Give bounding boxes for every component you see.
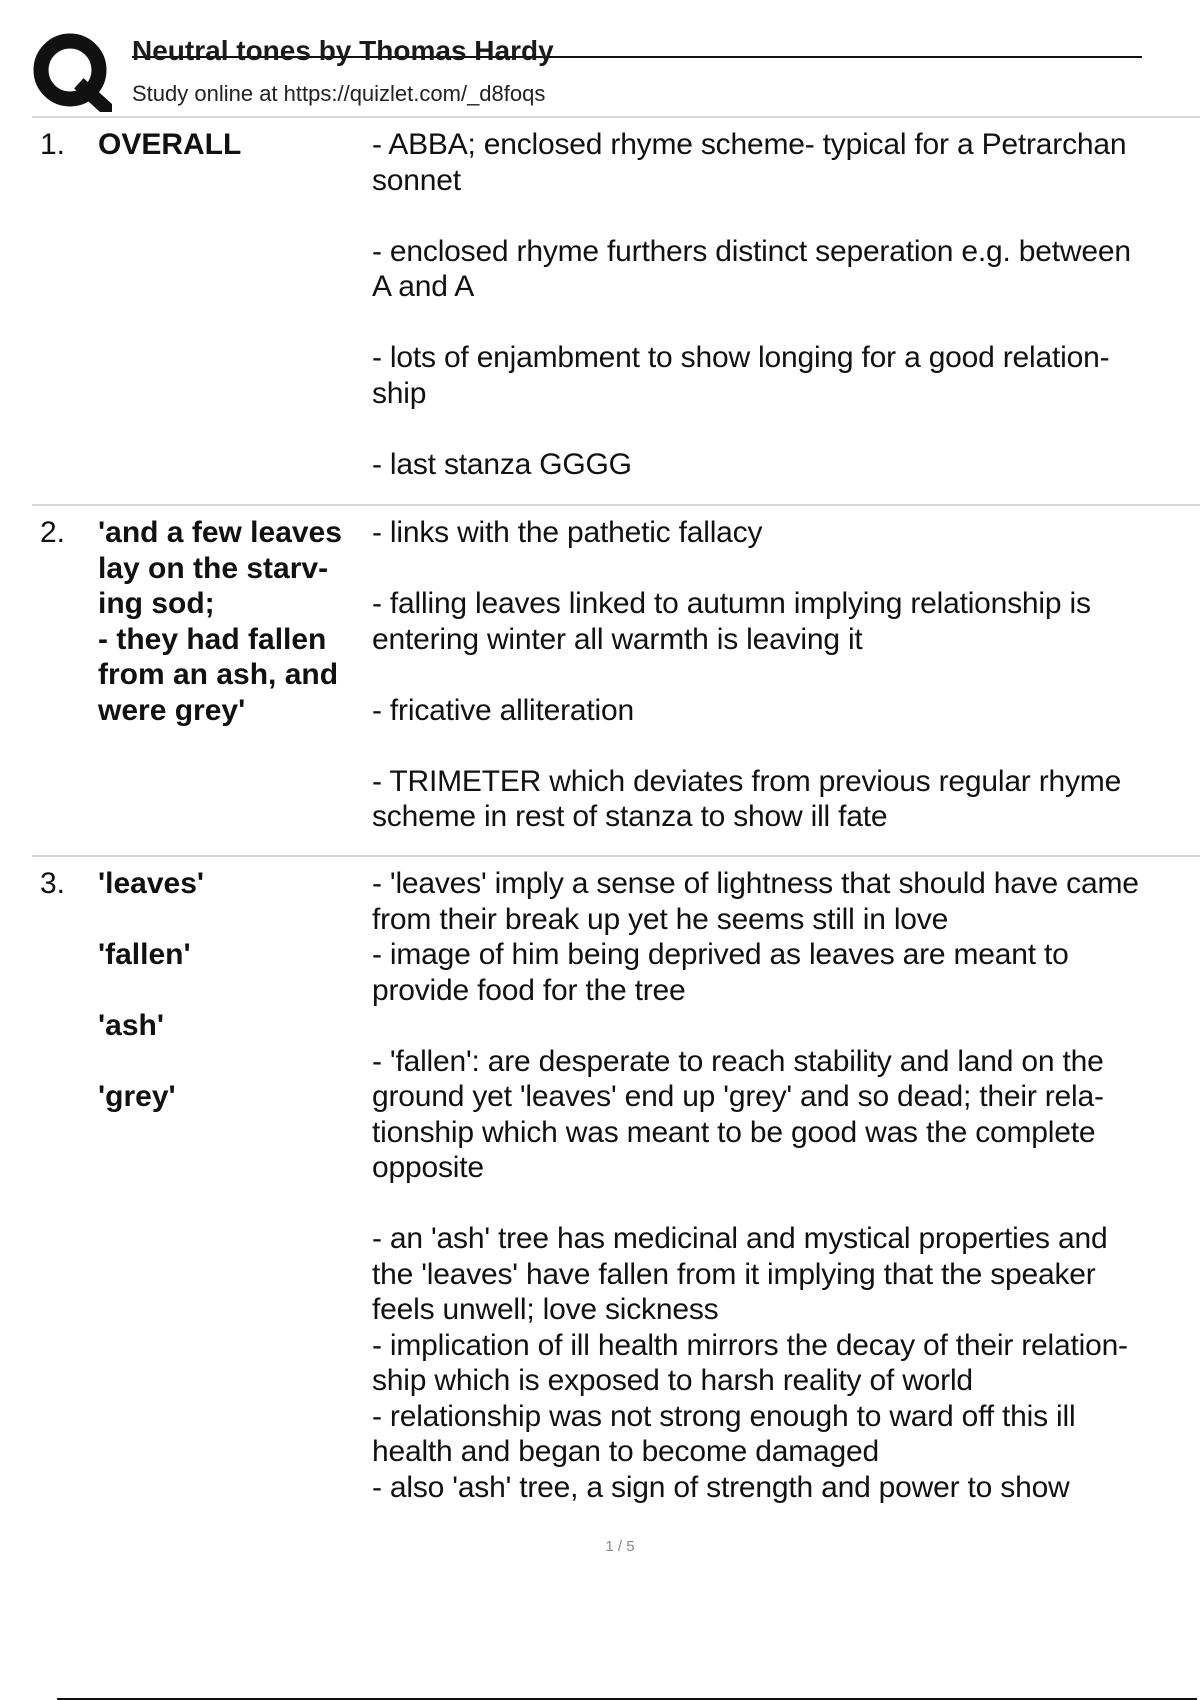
card-term — [98, 515, 364, 728]
card-divider — [32, 504, 1200, 506]
definition-paragraph: - 'leaves' imply a sense of lightness that should have came from their break up yet he seems still in love - image of him being deprived as leaves are meant to provide food for the tree — [372, 867, 1139, 1007]
definition-paragraph: - 'fallen': are desperate to reach stability and land on the ground yet 'leaves' end up 'grey' and so dead; their rela- tionship which was meant to be good was the complete opposite — [372, 1044, 1104, 1184]
card-term — [98, 127, 364, 163]
definition-paragraph: - TRIMETER which deviates from previous regular rhyme scheme in rest of stanza to show ill fate — [372, 764, 1122, 833]
term-line: 'leaves' — [98, 867, 205, 900]
term-line: 'grey' — [98, 1080, 176, 1113]
study-online-link-text: Study online at https://quizlet.com/_d8foqs — [132, 81, 546, 106]
card-definition — [372, 866, 1192, 1505]
card-definition — [372, 515, 1192, 835]
term-line: 'fallen' — [98, 938, 191, 971]
page-number: 1 / 5 — [605, 1538, 635, 1555]
card-number: 3. — [40, 867, 66, 900]
card-number: 2. — [40, 516, 66, 549]
definition-paragraph: - fricative alliteration — [372, 693, 634, 727]
term-line: 'and a few leaves lay on the starv- ing sod; - they had fallen from an ash, and were grey' — [98, 516, 342, 727]
definition-paragraph: - last stanza GGGG — [372, 447, 632, 481]
card-term — [98, 866, 364, 1115]
definition-paragraph: - enclosed rhyme furthers distinct seperation e.g. between A and A — [372, 234, 1131, 303]
card-number: 1. — [40, 128, 66, 161]
definition-paragraph: - an 'ash' tree has medicinal and mystical properties and the 'leaves' have fallen from it implying that the speaker feels unwell; love sickness - implication of ill health mirrors the decay of their relation- ship which is exposed to harsh reality of world - relationship was not strong enough to ward off this ill health and began to become damaged - also 'ash' tree, a sign of strength and power to show — [372, 1222, 1128, 1504]
document-title: Neutral tones by Thomas Hardy — [132, 35, 554, 66]
term-line: 'ash' — [98, 1009, 164, 1042]
definition-paragraph: - ABBA; enclosed rhyme scheme- typical for a Petrarchan sonnet — [372, 128, 1127, 197]
card-definition — [372, 127, 1192, 482]
definition-paragraph: - lots of enjambment to show longing for a good relation- ship — [372, 341, 1110, 410]
term-line: OVERALL — [98, 128, 242, 161]
card-divider — [32, 855, 1200, 857]
definition-paragraph: - links with the pathetic fallacy — [372, 516, 763, 549]
definition-paragraph: - falling leaves linked to autumn implying relationship is entering winter all warmth is leaving it — [372, 587, 1091, 656]
quizlet-logo-icon — [32, 32, 112, 112]
header-divider — [32, 116, 1200, 118]
